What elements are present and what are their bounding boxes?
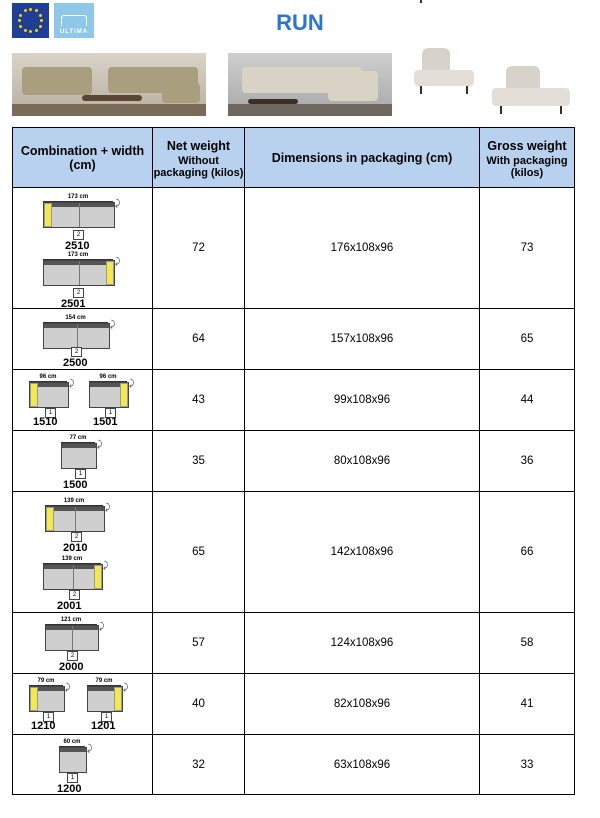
module-width-label: 79 cm bbox=[37, 678, 55, 684]
recline-arrow-icon: ⤸ bbox=[115, 256, 121, 266]
gross-weight-cell: 66 bbox=[480, 492, 575, 613]
module-code: 1210 bbox=[31, 720, 56, 732]
module-width-label: 173 cm bbox=[67, 252, 89, 258]
net-weight-cell: 57 bbox=[153, 613, 245, 674]
dimensions-cell: 99x108x96 bbox=[245, 370, 480, 431]
armchair-photo-1 bbox=[414, 48, 476, 100]
net-weight-cell: 65 bbox=[153, 492, 245, 613]
module-width-label: 139 cm bbox=[61, 556, 83, 562]
header-combination: Combination + width (cm) bbox=[13, 128, 153, 188]
table-row bbox=[13, 735, 575, 795]
net-weight-cell: 40 bbox=[153, 674, 245, 735]
living-room-photo bbox=[12, 53, 206, 116]
dimensions-cell: 80x108x96 bbox=[245, 431, 480, 492]
module-width-label: 77 cm bbox=[69, 435, 87, 441]
combination-cell bbox=[13, 735, 153, 795]
net-weight-cell: 64 bbox=[153, 309, 245, 370]
seat-divider bbox=[79, 203, 80, 227]
module-width-label: 96 cm bbox=[99, 374, 117, 380]
page-mark bbox=[420, 0, 422, 3]
recline-arrow-icon: ⤸ bbox=[99, 621, 105, 631]
module-width-label: 154 cm bbox=[65, 315, 86, 321]
seat-count-badge: 2 bbox=[71, 347, 82, 357]
dimensions-cell: 124x108x96 bbox=[245, 613, 480, 674]
combination-cell bbox=[13, 674, 153, 735]
sofa-module-diagram bbox=[45, 506, 105, 532]
table-header-row bbox=[13, 128, 575, 188]
gross-weight-cell: 33 bbox=[480, 735, 575, 795]
sofa-module-diagram bbox=[87, 686, 123, 712]
module-width-label: 60 cm bbox=[63, 739, 81, 745]
recline-arrow-icon: ⤸ bbox=[105, 502, 111, 512]
module-code: 2000 bbox=[59, 661, 84, 673]
sofa-module-diagram bbox=[61, 443, 97, 469]
seat-count-badge: 2 bbox=[69, 590, 80, 600]
seat-count-badge: 2 bbox=[73, 288, 84, 298]
armrest-marker bbox=[46, 507, 54, 531]
sofa-module-diagram bbox=[45, 625, 99, 651]
combination-cell bbox=[13, 309, 153, 370]
armrest-marker bbox=[30, 687, 38, 711]
corner-sofa-photo bbox=[228, 53, 392, 116]
sofa-module-diagram bbox=[43, 564, 103, 590]
seat-count-badge: 2 bbox=[71, 532, 82, 542]
table-row bbox=[13, 309, 575, 370]
armrest-marker bbox=[106, 261, 114, 285]
sofa-module-diagram bbox=[43, 260, 115, 286]
armrest-marker bbox=[94, 565, 102, 589]
recline-arrow-icon: ⤸ bbox=[123, 682, 129, 692]
table-row bbox=[13, 613, 575, 674]
module-width-label: 79 cm bbox=[95, 678, 113, 684]
armrest-marker bbox=[114, 687, 122, 711]
combination-cell bbox=[13, 613, 153, 674]
table-row bbox=[13, 370, 575, 431]
sofa-module-diagram bbox=[29, 382, 69, 408]
backrest-bar bbox=[60, 748, 86, 752]
module-width-label: 96 cm bbox=[39, 374, 57, 380]
dimensions-cell: 157x108x96 bbox=[245, 309, 480, 370]
net-weight-cell: 72 bbox=[153, 188, 245, 309]
armrest-marker bbox=[30, 383, 38, 407]
module-code: 1510 bbox=[33, 416, 58, 428]
module-code: 1201 bbox=[91, 720, 116, 732]
recline-arrow-icon: ⤸ bbox=[87, 743, 93, 753]
table-row bbox=[13, 492, 575, 613]
combination-cell bbox=[13, 370, 153, 431]
seat-count-badge: 1 bbox=[43, 712, 54, 722]
gross-weight-cell: 65 bbox=[480, 309, 575, 370]
module-code: 1501 bbox=[93, 416, 118, 428]
recline-arrow-icon: ⤸ bbox=[97, 439, 103, 449]
brand-text: ULTIMA bbox=[59, 29, 89, 35]
combination-cell bbox=[13, 431, 153, 492]
seat-divider bbox=[77, 324, 78, 348]
module-width-label: 173 cm bbox=[67, 194, 89, 200]
dimensions-cell: 176x108x96 bbox=[245, 188, 480, 309]
seat-count-badge: 1 bbox=[105, 408, 116, 418]
sofa-module-diagram bbox=[59, 747, 87, 773]
recline-arrow-icon: ⤸ bbox=[129, 378, 135, 388]
header-dimensions: Dimensions in packaging (cm) bbox=[245, 128, 480, 188]
module-code: 2010 bbox=[63, 542, 88, 554]
seat-count-badge: 1 bbox=[67, 773, 78, 783]
table-row bbox=[13, 188, 575, 309]
dimensions-cell: 142x108x96 bbox=[245, 492, 480, 613]
recline-arrow-icon: ⤸ bbox=[103, 560, 109, 570]
dimensions-cell: 63x108x96 bbox=[245, 735, 480, 795]
net-weight-cell: 43 bbox=[153, 370, 245, 431]
sofa-module-diagram bbox=[29, 686, 65, 712]
seat-count-badge: 1 bbox=[75, 469, 86, 479]
table-row bbox=[13, 431, 575, 492]
seat-divider bbox=[73, 565, 74, 589]
module-code: 2001 bbox=[57, 600, 82, 612]
module-code: 2501 bbox=[61, 298, 86, 310]
seat-count-badge: 1 bbox=[45, 408, 56, 418]
module-code: 2500 bbox=[63, 357, 88, 369]
module-width-label: 121 cm bbox=[60, 617, 82, 623]
sofa-module-diagram bbox=[89, 382, 129, 408]
page-title: RUN bbox=[276, 10, 324, 35]
armrest-marker bbox=[120, 383, 128, 407]
spec-table bbox=[12, 127, 575, 795]
gross-weight-cell: 44 bbox=[480, 370, 575, 431]
header-net-weight: Net weight Without packaging (kilos) bbox=[153, 128, 245, 188]
module-width-label: 139 cm bbox=[63, 498, 85, 504]
gross-weight-cell: 58 bbox=[480, 613, 575, 674]
recline-arrow-icon: ⤸ bbox=[65, 682, 71, 692]
net-weight-cell: 32 bbox=[153, 735, 245, 795]
sofa-module-diagram bbox=[43, 202, 115, 228]
sofa-module-diagram bbox=[43, 323, 110, 349]
net-weight-cell: 35 bbox=[153, 431, 245, 492]
backrest-bar bbox=[62, 444, 96, 448]
combination-cell bbox=[13, 188, 153, 309]
recline-arrow-icon: ⤸ bbox=[115, 198, 121, 208]
seat-divider bbox=[75, 507, 76, 531]
armrest-marker bbox=[44, 203, 52, 227]
gross-weight-cell: 73 bbox=[480, 188, 575, 309]
module-code: 1500 bbox=[63, 479, 88, 491]
armchair-photo-2 bbox=[492, 66, 572, 120]
seat-count-badge: 2 bbox=[73, 230, 84, 240]
gross-weight-cell: 41 bbox=[480, 674, 575, 735]
module-code: 1200 bbox=[57, 783, 82, 795]
gross-weight-cell: 36 bbox=[480, 431, 575, 492]
seat-count-badge: 1 bbox=[101, 712, 112, 722]
module-code: 2510 bbox=[65, 240, 90, 252]
seat-count-badge: 2 bbox=[67, 651, 78, 661]
seat-divider bbox=[79, 261, 80, 285]
table-row bbox=[13, 674, 575, 735]
recline-arrow-icon: ⤸ bbox=[110, 319, 116, 329]
seat-divider bbox=[72, 626, 73, 650]
recline-arrow-icon: ⤸ bbox=[69, 378, 75, 388]
combination-cell bbox=[13, 492, 153, 613]
dimensions-cell: 82x108x96 bbox=[245, 674, 480, 735]
header-gross-weight: Gross weight With packaging (kilos) bbox=[480, 128, 575, 188]
